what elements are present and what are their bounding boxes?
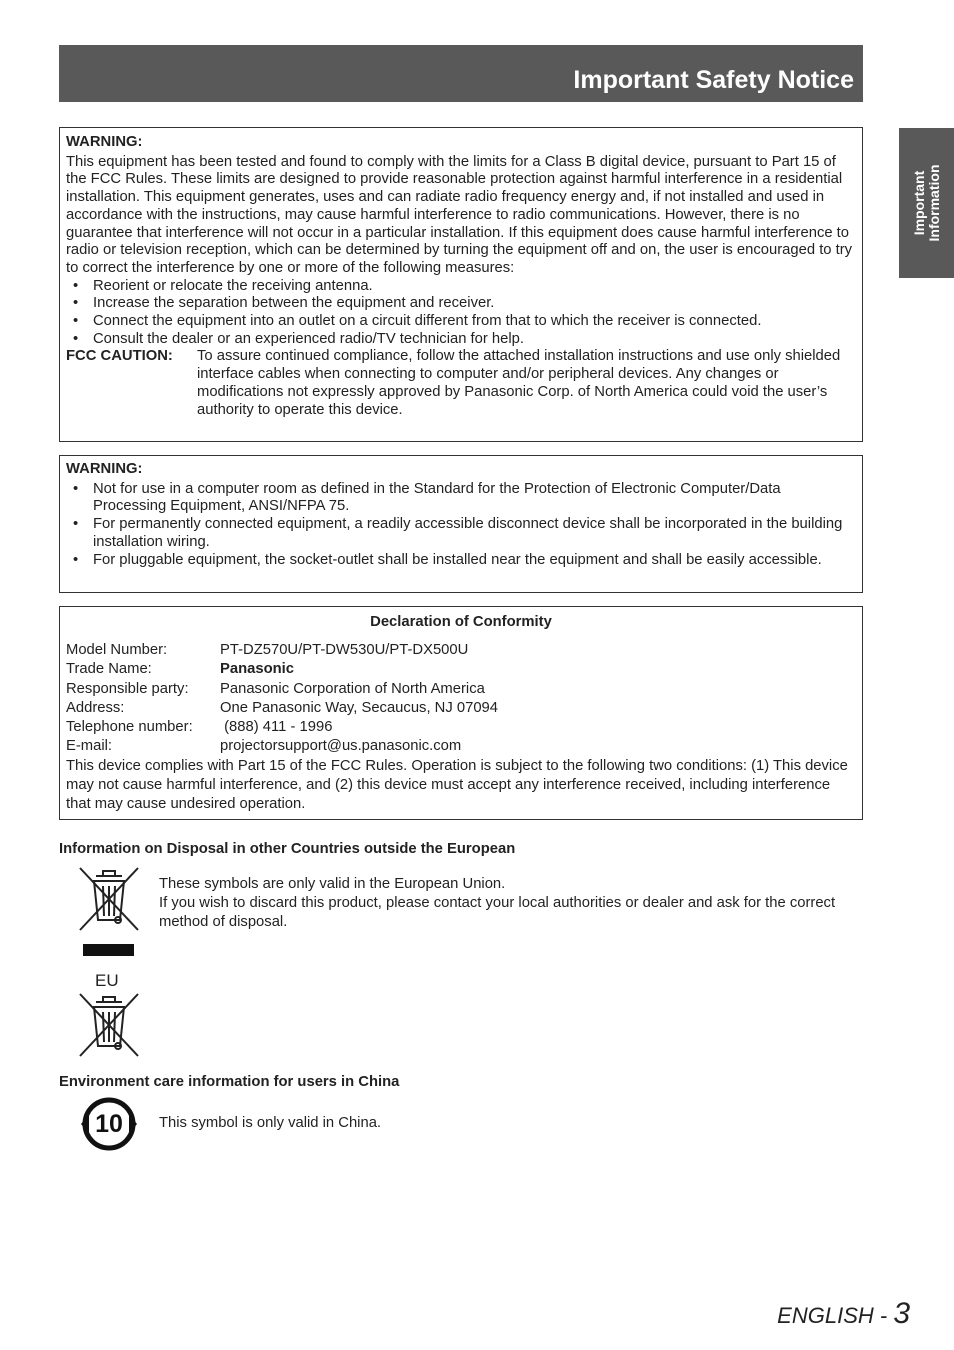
- china-symbol-number: 10: [95, 1110, 123, 1138]
- declaration-of-conformity-box: [59, 606, 863, 820]
- list-item: [66, 313, 856, 331]
- fcc-warning-box: [59, 127, 863, 442]
- page-footer: [777, 1297, 910, 1336]
- bullet-icon: •: [73, 516, 79, 533]
- fcc-caution-label: FCC CAUTION:: [66, 348, 173, 365]
- declaration-value: Panasonic: [220, 661, 295, 678]
- bullet-icon: •: [73, 313, 79, 330]
- list-item-text: Not for use in a computer room as defined in the Standard for the Protection of Electronic Computer/Data Processing Equipment, ANSI/NFPA 75.: [93, 480, 781, 515]
- bullet-icon: •: [73, 480, 79, 497]
- declaration-key: Responsible party:: [66, 680, 189, 697]
- computer-room-warning-box: [59, 455, 863, 593]
- list-item-text: Consult the dealer or an experienced radio/TV technician for help.: [93, 330, 525, 347]
- bullet-icon: •: [73, 551, 79, 568]
- declaration-key: E-mail:: [66, 738, 113, 755]
- crossed-out-bin-icon: [76, 864, 142, 958]
- fcc-measures-list: [66, 278, 856, 349]
- disposal-text: [159, 875, 859, 932]
- fcc-warning-label: WARNING:: [66, 134, 143, 150]
- declaration-row-address: [66, 699, 856, 718]
- china-text: This symbol is only valid in China.: [159, 1115, 382, 1131]
- list-item: [66, 295, 856, 313]
- declaration-title: Declaration of Conformity: [370, 614, 552, 630]
- fcc-caution-text: To assure continued compliance, follow the attached installation instructions and use only shielded interface cables when connecting to computer and/or peripheral devices. Any changes or modifications not expressly approved by Panasonic Corp. of North America could void the user’s authority to operate this device.: [197, 348, 841, 418]
- declaration-row-model: [66, 641, 856, 660]
- bullet-icon: •: [73, 330, 79, 347]
- list-item: [66, 552, 856, 570]
- bullet-icon: •: [73, 277, 79, 294]
- crossed-out-bin-eu-icon: [76, 990, 142, 1058]
- declaration-statement: This device complies with Part 15 of the FCC Rules. Operation is subject to the following two conditions: (1) This device may not cause harmful interference, and (2) this device must accept any interference received, including interference that may cause undesired operation.: [66, 757, 848, 813]
- section-tab-line-1: Important: [910, 170, 927, 236]
- list-item-text: For pluggable equipment, the socket-outlet shall be installed near the equipment and shall be easily accessible.: [93, 551, 822, 568]
- list-item-text: Increase the separation between the equipment and receiver.: [93, 295, 495, 312]
- declaration-value: projectorsupport@us.panasonic.com: [220, 738, 462, 755]
- list-item: [66, 516, 856, 551]
- section-tab-line-2: Information: [925, 164, 942, 242]
- declaration-value: PT-DZ570U/PT-DW530U/PT-DX500U: [220, 642, 469, 658]
- list-item: [66, 481, 856, 516]
- china-10-year-icon: [80, 1097, 138, 1151]
- declaration-key: Address:: [66, 699, 125, 716]
- disposal-line-1: These symbols are only valid in the European Union.: [159, 876, 506, 892]
- declaration-row-telephone: [66, 718, 856, 737]
- china-heading: Environment care information for users in China: [59, 1074, 400, 1090]
- header-bar: [59, 45, 863, 102]
- list-item-text: For permanently connected equipment, a readily accessible disconnect device shall be incorporated in the building installation wiring.: [93, 516, 843, 550]
- declaration-key: Telephone number:: [66, 719, 193, 736]
- disposal-line-2: If you wish to discard this product, please contact your local authorities or dealer and ask for the correct method of disposal.: [159, 895, 836, 930]
- declaration-value: Panasonic Corporation of North America: [220, 680, 485, 697]
- list-item-text: Connect the equipment into an outlet on a circuit different from that to which the receiver is connected.: [93, 313, 762, 330]
- declaration-key: Trade Name:: [66, 661, 152, 678]
- list-item: [66, 278, 856, 296]
- bullet-icon: •: [73, 295, 79, 312]
- list-item: [66, 331, 856, 349]
- declaration-value: (888) 411 - 1996: [220, 719, 333, 736]
- declaration-row-email: [66, 737, 856, 756]
- fcc-warning-body: This equipment has been tested and found to comply with the limits for a Class B digital device, pursuant to Part 15 of the FCC Rules. These limits are designed to provide reasonable protection against harmful interference in a residential installation. This equipment generates, uses and can radiate radio frequency energy and, if not installed and used in accordance with the instructions, may cause harmful interference to radio communications. However, there is no guarantee that interference will not occur in a particular installation. If this equipment does cause harmful interference to radio or television reception, which can be determined by turning the equipment off and on, the user is encouraged to try to correct the interference by one or more of the following measures:: [66, 153, 853, 276]
- fcc-caution: [66, 348, 856, 419]
- page-title: Important Safety Notice: [573, 66, 854, 94]
- declaration-row-trade-name: [66, 660, 856, 679]
- declaration-key: Model Number:: [66, 642, 168, 658]
- list-item-text: Reorient or relocate the receiving antenna.: [93, 277, 373, 294]
- declaration-row-responsible-party: [66, 680, 856, 699]
- declaration-value: One Panasonic Way, Secaucus, NJ 07094: [220, 699, 499, 716]
- footer-language: ENGLISH -: [777, 1303, 894, 1328]
- computer-room-warning-label: WARNING:: [66, 461, 143, 477]
- section-tab-important-information[interactable]: [899, 128, 954, 278]
- computer-room-warning-list: [66, 481, 856, 570]
- page-number: 3: [893, 1297, 910, 1330]
- eu-label: EU: [95, 971, 119, 990]
- disposal-heading: Information on Disposal in other Countries outside the European: [59, 841, 516, 857]
- section-tab-label: [912, 165, 942, 242]
